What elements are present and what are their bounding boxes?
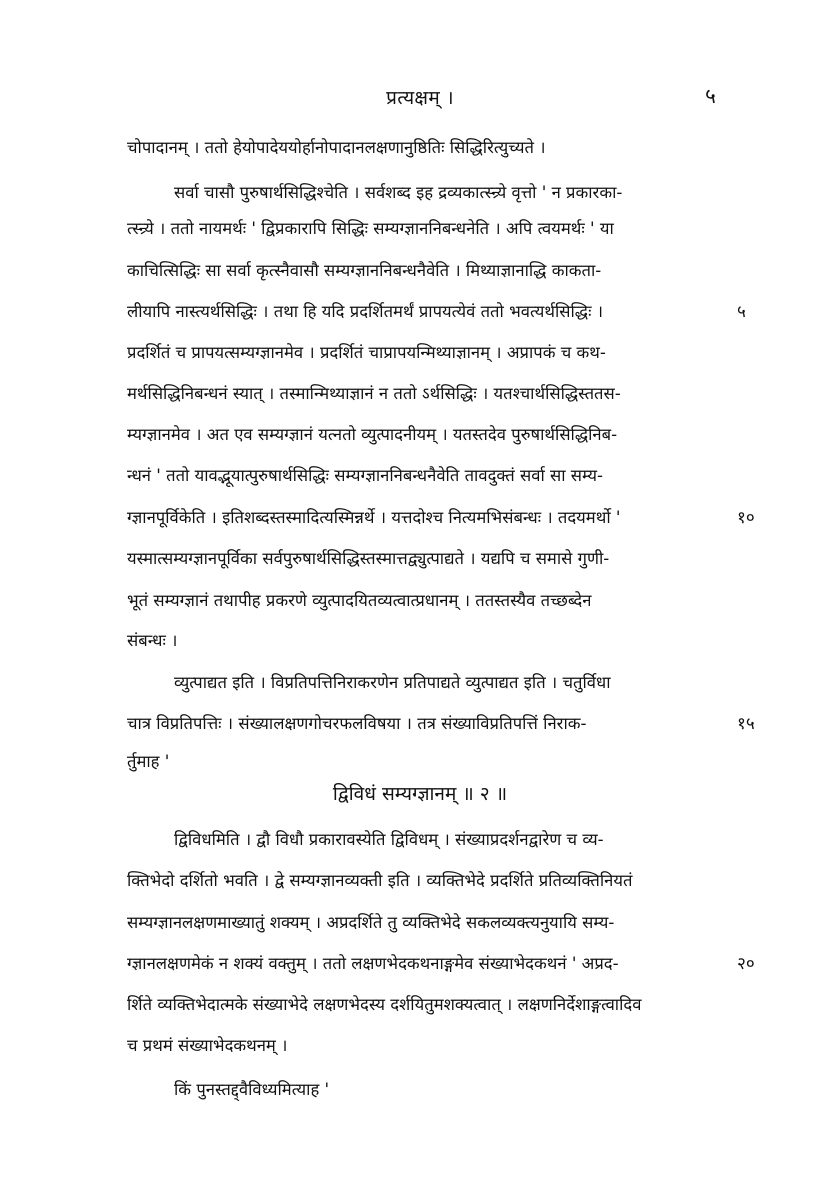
text-line: व्युत्पाद्यत इति । विप्रतिपत्तिनिराकरणेन प्रतिपाद्यते व्युत्पाद्यत इति । चतुर्विधा xyxy=(174,673,611,692)
running-title: प्रत्यक्षम् । xyxy=(386,87,454,109)
text-line: न्धनं ' ततो यावद्भूयात्पुरुषार्थसिद्धिः सम्यग्ज्ञाननिबन्धनैवेति तावदुक्तं सर्वा सा सम्य- xyxy=(127,466,604,485)
text-line: क्तिभेदो दर्शितो भवति । द्वे सम्यग्ज्ञानव्यक्ती इति । व्यक्तिभेदे प्रदर्शिते प्रतिव्यक्तिनियतं xyxy=(127,871,633,890)
margin-line-number: ५ xyxy=(737,302,746,322)
text-line: द्विविधमिति । द्वौ विधौ प्रकारावस्येति द्विविधम् । संख्याप्रदर्शनद्वारेण च व्य- xyxy=(174,830,604,849)
text-line: यस्मात्सम्यग्ज्ञानपूर्विका सर्वपुरुषार्थसिद्धिस्तस्मात्तद्व्युत्पाद्यते । यद्यपि च समासे गुणी- xyxy=(127,549,610,568)
text-line: ग्ज्ञानपूर्विकेति । इतिशब्दस्तस्मादित्यस्मिन्नर्थे । यत्तदोश्च नित्यमभिसंबन्धः । तदयमर्थो ' xyxy=(127,508,621,527)
text-line: सम्यग्ज्ञानलक्षणमाख्यातुं शक्यम् । अप्रदर्शिते तु व्यक्तिभेदे सकलव्यक्त्यनुयायि सम्य- xyxy=(127,913,615,932)
text-line: प्रदर्शितं च प्रापयत्सम्यग्ज्ञानमेव । प्रदर्शितं चाप्रापयन्मिथ्याज्ञानम् । अप्रापकं च कथ- xyxy=(127,343,606,362)
text-line: सर्वा चासौ पुरुषार्थसिद्धिश्चेति । सर्वशब्द इह द्रव्यकात्स्न्र्ये वृत्तो ' न प्रकारका- xyxy=(174,183,623,202)
text-line: चोपादानम् । ततो हेयोपादेययोर्हानोपादानलक्षणानुष्ठितिः सिद्धिरित्युच्यते । xyxy=(127,138,546,157)
margin-line-number: १५ xyxy=(737,714,755,734)
text-line: म्यग्ज्ञानमेव । अत एव सम्यग्ज्ञानं यत्नतो व्युत्पादनीयम् । यतस्तदेव पुरुषार्थसिद्धिनिब- xyxy=(127,425,618,444)
text-line: काचित्सिद्धिः सा सर्वा कृत्स्नैवासौ सम्यग्ज्ञाननिबन्धनैवेति । मिथ्याज्ञानाद्धि काकता- xyxy=(127,261,602,280)
margin-line-number: १० xyxy=(737,508,755,528)
text-line: लीयापि नास्त्यर्थसिद्धिः । तथा हि यदि प्रदर्शितमर्थं प्रापयत्येवं ततो भवत्यर्थसिद्धिः । xyxy=(127,302,603,321)
text-line: र्शिते व्यक्तिभेदात्मके संख्याभेदे लक्षणभेदस्य दर्शयितुमशक्यत्वात् । लक्षणनिर्देशाङ्गत्वादिव xyxy=(127,995,642,1014)
sutra-heading: द्विविधं सम्यग्ज्ञानम् ॥ २ ॥ xyxy=(332,783,508,805)
text-line: त्स्न्र्ये । ततो नायमर्थः ' द्विप्रकारापि सिद्धिः सम्यग्ज्ञाननिबन्धनेति । अपि त्वयमर्थः ' या xyxy=(127,219,614,238)
text-line: मर्थसिद्धिनिबन्धनं स्यात् । तस्मान्मिथ्याज्ञानं न ततो ऽर्थसिद्धिः । यतश्चार्थसिद्धिस्ततस- xyxy=(127,384,621,403)
text-line: ग्ज्ञानलक्षणमेकं न शक्यं वक्तुम् । ततो लक्षणभेदकथनाङ्गमेव संख्याभेदकथनं ' अप्रद- xyxy=(127,954,619,973)
text-line: र्तुमाह ' xyxy=(127,752,170,771)
page-number: ५ xyxy=(705,84,716,108)
text-line: किं पुनस्तद्द्वैविध्यमित्याह ' xyxy=(174,1080,330,1099)
text-line: संबन्धः । xyxy=(127,631,178,650)
text-line: चात्र विप्रतिपत्तिः । संख्यालक्षणगोचरफलविषया । तत्र संख्याविप्रतिपत्तिं निराक- xyxy=(127,714,587,733)
text-line: भूतं सम्यग्ज्ञानं तथापीह प्रकरणे व्युत्पादयितव्यत्वात्प्रधानम् । ततस्तस्यैव तच्छब्देन xyxy=(127,591,592,610)
text-line: च प्रथमं संख्याभेदकथनम् । xyxy=(127,1036,288,1055)
margin-line-number: २० xyxy=(737,954,755,974)
